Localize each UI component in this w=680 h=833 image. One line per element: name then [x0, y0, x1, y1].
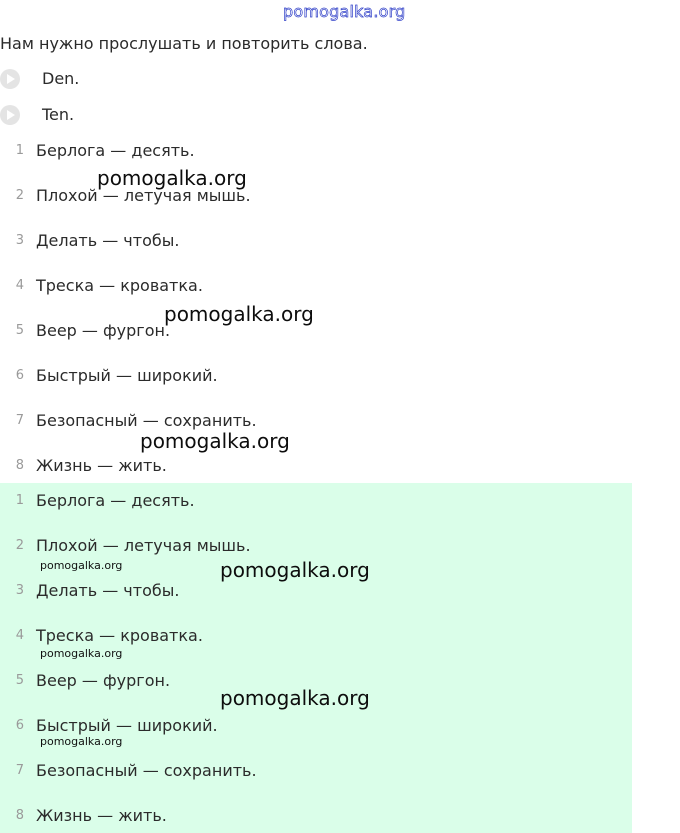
task-line: Веер — фургон.: [36, 321, 171, 340]
answer-line: Безопасный — сохранить.: [36, 761, 257, 780]
line-number: 6: [15, 368, 24, 383]
line-number: 5: [15, 323, 24, 338]
task-line: Плохой — летучая мышь.: [36, 186, 251, 205]
task-line: Быстрый — широкий.: [36, 366, 218, 385]
line-number: 2: [15, 538, 24, 553]
line-number: 4: [15, 278, 24, 293]
watermark: pomogalka.org: [220, 558, 370, 582]
line-number: 7: [15, 413, 24, 428]
audio-row-ten: [0, 103, 75, 127]
audio-word: Ten.: [42, 105, 75, 124]
answer-line: Веер — фургон.: [36, 671, 171, 690]
watermark-top: pomogalka.org: [283, 2, 406, 21]
watermark-small: pomogalka.org: [40, 647, 123, 660]
answer-line: Треска — кроватка.: [36, 626, 203, 645]
answer-line: Жизнь — жить.: [36, 806, 167, 825]
watermark: pomogalka.org: [164, 302, 314, 326]
line-number: 1: [15, 493, 24, 508]
audio-word: Den.: [42, 69, 80, 88]
line-number: 6: [15, 718, 24, 733]
task-line: Берлога — десять.: [36, 141, 195, 160]
audio-row-den: [0, 67, 80, 91]
line-number: 1: [15, 143, 24, 158]
task-line: Треска — кроватка.: [36, 276, 203, 295]
line-number: 2: [15, 188, 24, 203]
watermark-small: pomogalka.org: [40, 735, 123, 748]
line-number: 8: [15, 458, 24, 473]
play-icon[interactable]: [0, 105, 20, 125]
watermark: pomogalka.org: [220, 686, 370, 710]
line-number: 3: [15, 583, 24, 598]
watermark: pomogalka.org: [140, 429, 290, 453]
task-line: Делать — чтобы.: [36, 231, 180, 250]
answer-line: Берлога — десять.: [36, 491, 195, 510]
answer-line: Плохой — летучая мышь.: [36, 536, 251, 555]
line-number: 4: [15, 628, 24, 643]
line-number: 7: [15, 763, 24, 778]
line-number: 8: [15, 808, 24, 823]
watermark: pomogalka.org: [97, 166, 247, 190]
line-number: 5: [15, 673, 24, 688]
answer-line: Быстрый — широкий.: [36, 716, 218, 735]
line-number: 3: [15, 233, 24, 248]
task-line: Безопасный — сохранить.: [36, 411, 257, 430]
task-line: Жизнь — жить.: [36, 456, 167, 475]
intro-text: Нам нужно прослушать и повторить слова.: [0, 34, 368, 53]
play-icon[interactable]: [0, 69, 20, 89]
answer-line: Делать — чтобы.: [36, 581, 180, 600]
watermark-small: pomogalka.org: [40, 559, 123, 572]
